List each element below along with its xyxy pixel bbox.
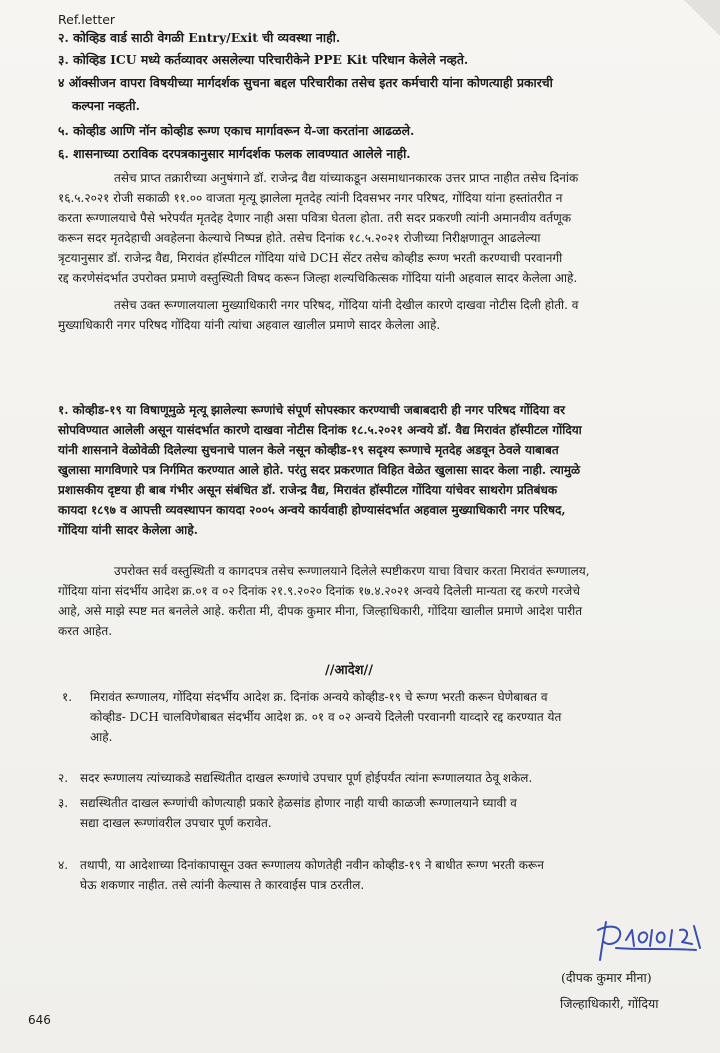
paragraph-line: यांनी शासनाने वेळोवेळी दिलेल्या सुचनाचे पालन केले नसून कोव्हीड-१९ सदृश्य रूग्णाचे मृतदेह अडवून ठेवले याबाबत <box>58 443 559 457</box>
order-line: कोव्हीड- DCH चालविणेबाबत संदर्भीय आदेश क्र. ०१ व ०२ अन्वये दिलेली परवानगी याव्दारे रद्द करण्यात येत <box>90 710 562 724</box>
paragraph-line: कायदा १८९७ व आपत्ती व्यवस्थापन कायदा २००५ अन्वये कार्यवाही होण्यासंदर्भात अहवाल मुख्याधिकारी नगर परिषद, <box>58 503 566 517</box>
signatory-designation: जिल्हाधिकारी, गोंदिया <box>560 996 659 1011</box>
signatory-name: (दीपक कुमार मीना) <box>561 970 652 985</box>
order-number: ४. <box>58 858 69 872</box>
page-number: 646 <box>28 1013 51 1027</box>
paragraph-conclusion <box>58 561 708 641</box>
paragraph-municipal-report <box>58 400 708 540</box>
observation-5: ५. कोव्हीड आणि नॉन कोव्हीड रूग्ण एकाच मार्गावरून ये-जा करतांना आढळले. <box>58 123 415 138</box>
order-number: १. <box>62 690 73 704</box>
paragraph-line: तसेच उक्त रूग्णालयाला मुख्याधिकारी नगर परिषद, गोंदिया यांनी देखील कारणे दाखवा नोटीस दिली होती. व <box>114 298 579 312</box>
paragraph-line: करत आहेत. <box>58 624 113 638</box>
observation-3: ३. कोव्हिड ICU मध्ये कर्तव्यावर असलेल्या परिचारीकेने PPE Kit परिधान केलेले नव्हते. <box>58 52 469 67</box>
order-heading: //आदेश// <box>325 663 374 678</box>
observation-4: ४ ऑक्सीजन वापरा विषयीच्या मार्गदर्शक सुचना बद्दल परिचारीका तसेच इतर कर्मचारी यांना कोणत्याही प्रकारची <box>58 75 553 90</box>
paragraph-line: करून सदर मृतदेहाची अवहेलना केल्याचे निष्पन्न होते. तसेच दिनांक १८.५.२०२१ रोजीच्या निरीक्षणातून आढलेल्या <box>58 231 541 245</box>
paragraph-line: त्रृटयानुसार डॉ. राजेन्द्र वैद्य, मिरावंत हॉस्पीटल गोंदिया यांचे DCH सेंटर तसेच कोव्हीड रूग्ण भरती करण्याची परवानगी <box>58 251 563 265</box>
order-number: २. <box>58 771 69 785</box>
ref-letter-label: Ref.letter <box>58 12 116 27</box>
handwritten-signature <box>596 916 706 966</box>
paragraph-notice <box>58 295 708 335</box>
order-item-1 <box>62 687 702 749</box>
order-line: घेऊ शकणार नाहीत. तसे त्यांनी केल्यास ते कारवाईस पात्र ठरतील. <box>80 878 365 892</box>
paragraph-line: आहे, असे माझे स्पष्ट मत बनलेले आहे. करीता मी, दीपक कुमार मीना, जिल्हाधिकारी, गोंदिया खालील प्रमाणे आदेश पारीत <box>58 604 583 618</box>
paragraph-line: तसेच प्राप्त तक्रारीच्या अनुषंगाने डॉ. राजेन्द्र वैद्य यांच्याकडून असमाधानकारक उत्तर प्राप्त नाहीत तसेच दिनांक <box>114 171 579 185</box>
paragraph-line: खुलासा मागविणारे पत्र निर्गमित करण्यात आले होते. परंतु सदर प्रकरणात विहित वेळेत खुलासा सादर केला नाही. त्यामुळे <box>58 463 581 477</box>
paragraph-line: रद्द करणेसंदर्भात उपरोक्त प्रमाणे वस्तुस्थिती विषद करून जिल्हा शल्यचिकित्सक गोंदिया यांनी अहवाल सादर केलेला आहे. <box>58 271 578 285</box>
paragraph-line: गोंदिया यांनी सादर केलेला आहे. <box>58 523 198 537</box>
paragraph-line: मुख्याधिकारी नगर परिषद गोंदिया यांनी त्यांचा अहवाल खालील प्रमाणे सादर केलेला आहे. <box>58 318 441 332</box>
order-item-2 <box>58 768 708 788</box>
observation-4-cont: कल्पना नव्हती. <box>72 98 140 113</box>
paragraph-line: प्रशासकीय दृष्टया ही बाब गंभीर असून संबंधित डॉ. राजेन्द्र वैद्य, मिरावंत हॉस्पीटल गोंदिया यांचेवर साथरोग प्रतिबंधक <box>58 483 558 497</box>
order-line: सद्यस्थितीत दाखल रूग्णांची कोणत्याही प्रकारे हेळसांड होणार नाही याची काळजी रूग्णालयाने घ्यावी व <box>80 796 517 810</box>
paragraph-line: १. कोव्हीड-१९ या विषाणूमुळे मृत्यू झालेल्या रूग्णांचे संपूर्ण सोपस्कार करण्याची जबाबदारी ही नगर परिषद गोंदिया वर <box>58 403 565 417</box>
paragraph-line: करता रूग्णालयाचे पैसे भरेपर्यंत मृतदेह देणार नाही असा पवित्रा घेतला होता. तरी सदर प्रकरणी त्यांनी अमानवीय वर्तणूक <box>58 211 572 225</box>
order-line: तथापी, या आदेशाच्या दिनांकापासून उक्त रूग्णालय कोणतेही नवीन कोव्हीड-१९ ने बाधीत रूग्ण भरती करून <box>80 858 544 872</box>
page-corner-fold <box>684 0 720 36</box>
order-item-3 <box>58 793 708 835</box>
order-line: सदर रूग्णालय त्यांच्याकडे सद्यस्थितीत दाखल रूग्णांचे उपचार पूर्ण होईपर्यंत त्यांना रूग्णालयात ठेवू शकेल. <box>80 771 533 785</box>
order-line: सद्या दाखल रूग्णांवरील उपचार पूर्ण करावेत. <box>80 816 272 830</box>
order-number: ३. <box>58 796 69 810</box>
paragraph-line: १६.५.२०२१ रोजी सकाळी ११.०० वाजता मृत्यू झालेला मृतदेह त्यांनी दिवसभर नगर परिषद, गोंदिया यांना हस्तांतरीत न <box>58 191 563 205</box>
order-line: मिरावंत रूग्णालय, गोंदिया संदर्भीय आदेश क्र. दिनांक अन्वये कोव्हीड-१९ चे रूग्ण भरती करून घेणेबाबत व <box>90 690 548 704</box>
paragraph-line: उपरोक्त सर्व वस्तुस्थिती व कागदपत्र तसेच रूग्णालयाने दिलेले स्पष्टीकरण याचा विचार करता मिरावंत रूग्णालय, <box>114 564 590 578</box>
order-item-4 <box>58 855 708 897</box>
observation-6: ६. शासनाच्या ठराविक दरपत्रकानुसार मार्गदर्शक फलक लावण्यात आलेले नाही. <box>58 146 411 161</box>
paragraph-line: सोपविण्यात आलेली असून यासंदर्भात कारणे दाखवा नोटीस दिनांक १८.५.२०२१ अन्वये डॉ. वैद्य मिरावंत हॉस्पीटल गोंदिया <box>58 423 582 437</box>
observation-2: २. कोव्हिड वार्ड साठी वेगळी Entry/Exit ची व्यवस्था नाही. <box>58 30 341 45</box>
paragraph-complaint <box>58 168 708 288</box>
paragraph-line: गोंदिया यांना संदर्भीय आदेश क्र.०१ व ०२ दिनांक २१.९.२०२० दिनांक १७.४.२०२१ अन्वये दिलेली मान्यता रद्द करणे गरजेचे <box>58 584 580 598</box>
order-line: आहे. <box>90 730 113 744</box>
